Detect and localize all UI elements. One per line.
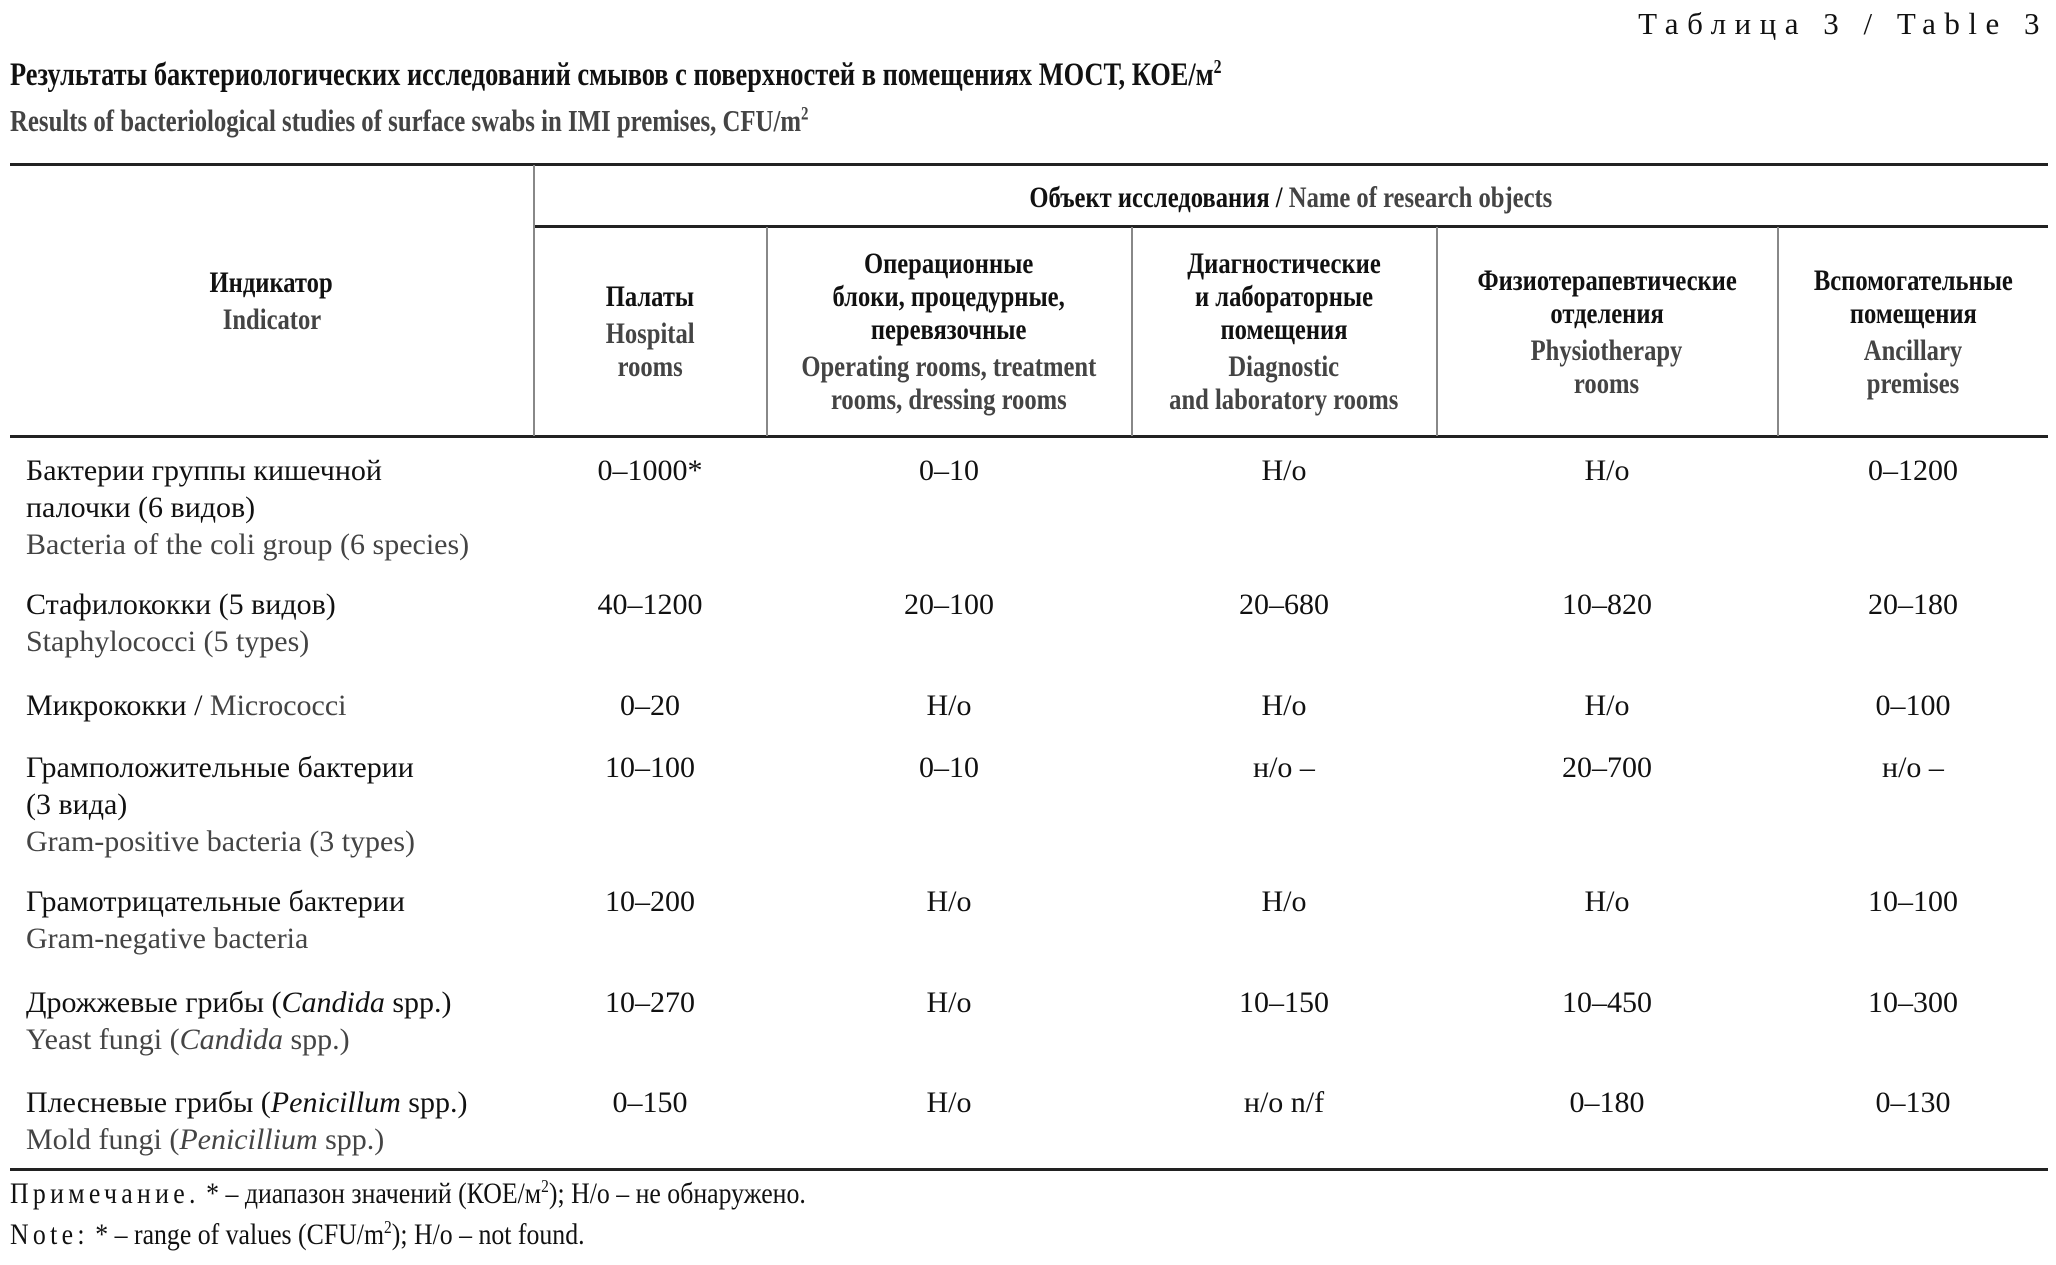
row-label-en: Bacteria of the coli group (6 species): [26, 528, 470, 561]
row-label-ru: Бактерии группы кишечной: [26, 454, 382, 487]
row-label-ru-part: Плесневые грибы (: [26, 1086, 271, 1119]
header-research-objects-text: [1029, 181, 1552, 215]
note-en-text: * – range of values (CFU/m: [88, 1218, 385, 1251]
row-label-en-part: spp.): [282, 1023, 350, 1056]
header-col-en: [606, 317, 695, 383]
header-col-ru-line: помещения: [1849, 296, 1977, 330]
value-cell: 0–100: [1875, 689, 1951, 722]
value-cell: н/о –: [1882, 751, 1944, 784]
value-cell: 10–100: [1868, 885, 1958, 918]
note-ru-text: ); Н/о – не обнаружено.: [548, 1177, 806, 1210]
value-cell: 0–130: [1875, 1086, 1951, 1119]
row-label-en-part: Yeast fungi (: [26, 1023, 180, 1056]
header-indicator: [10, 166, 533, 435]
value-cell: Н/о: [1261, 885, 1307, 918]
header-col-hospital-rooms: [534, 228, 766, 435]
header-col-ru-line: Операционные: [864, 247, 1034, 280]
value-cell: Н/о: [926, 986, 972, 1019]
note-ru: [10, 1177, 806, 1211]
note-en-superscript: 2: [384, 1217, 392, 1237]
value-cell: 10–270: [605, 986, 695, 1019]
header-col-ru-line: блоки, процедурные,: [832, 280, 1066, 313]
header-col-en-line: Diagnostic: [1228, 350, 1340, 383]
title-ru-superscript: 2: [1213, 56, 1222, 78]
value-cell: 10–100: [605, 751, 695, 784]
table-title-en: [10, 103, 808, 139]
header-group-en: Name of research objects: [1288, 181, 1552, 214]
value-cell: 10–200: [605, 885, 695, 918]
value-cell: 10–450: [1562, 986, 1652, 1019]
value-cell: 20–700: [1562, 751, 1652, 784]
value-cell: Н/о: [1584, 689, 1630, 722]
row-indicator-label: [26, 749, 415, 860]
header-col-en-line: Ancillary: [1863, 333, 1963, 367]
header-col-physiotherapy-rooms: [1437, 228, 1777, 435]
header-col-en-line: rooms, dressing rooms: [831, 383, 1067, 416]
row-label-ru: Микрококки: [26, 689, 187, 722]
header-col-operating-rooms: [767, 228, 1131, 435]
header-col-en: [1531, 334, 1683, 400]
row-indicator-label: [26, 452, 469, 563]
header-col-ru-line: Диагностические: [1187, 247, 1381, 280]
row-label-en: [26, 1021, 452, 1058]
title-en-superscript: 2: [801, 103, 809, 125]
row-label-en-part: Mold fungi (: [26, 1123, 180, 1156]
row-label-ru: палочки (6 видов): [26, 491, 256, 524]
header-col-en-line: Hospital: [605, 317, 695, 350]
value-cell: Н/о: [926, 885, 972, 918]
note-en-text: ); Н/о – not found.: [391, 1218, 585, 1251]
note-en-label: Note:: [10, 1218, 89, 1251]
value-cell: 0–20: [620, 689, 680, 722]
value-cell: 10–820: [1562, 588, 1652, 621]
header-col-ru-line: отделения: [1550, 296, 1664, 330]
value-cell: Н/о: [1261, 689, 1307, 722]
row-label-en: Micrococci: [209, 689, 347, 722]
header-col-ru: [1813, 264, 2012, 330]
row-label-en-part: spp.): [317, 1123, 385, 1156]
table-number-label: Таблица 3 / Table 3: [1638, 6, 2048, 41]
note-ru-superscript: 2: [541, 1176, 549, 1196]
header-col-en-line: premises: [1866, 366, 1960, 400]
header-indicator-en: Indicator: [222, 302, 321, 336]
header-col-en-line: rooms: [1574, 366, 1640, 400]
header-col-ru-line: Вспомогательные: [1813, 263, 2013, 297]
title-ru-text: Результаты бактериологических исследований смывов с поверхностей в помещениях МОСТ, КОЕ/м: [10, 57, 1214, 93]
row-indicator-label: [26, 883, 405, 957]
row-label-ru-italic: Candida: [281, 986, 385, 1019]
row-label-ru: Стафилококки (5 видов): [26, 588, 336, 621]
note-ru-label: Примечание.: [10, 1177, 200, 1210]
value-cell: 10–150: [1239, 986, 1329, 1019]
value-cell: 40–1200: [597, 588, 703, 621]
note-ru-text: * – диапазон значений (КОЕ/м: [199, 1177, 542, 1210]
row-indicator-label: [26, 586, 336, 660]
header-col-ru-line: помещения: [1220, 313, 1348, 346]
row-label-en: Gram-positive bacteria (3 types): [26, 825, 416, 858]
table-bottom-rule: [10, 1168, 2048, 1171]
header-research-objects: [533, 170, 2048, 226]
row-label-ru: (3 вида): [26, 788, 128, 821]
header-col-ancillary-premises: [1778, 228, 2048, 435]
header-col-ru: [1477, 264, 1736, 330]
row-label-separator: /: [186, 689, 210, 722]
header-col-ru-line: перевязочные: [871, 313, 1027, 346]
row-label-ru: [26, 984, 452, 1021]
value-cell: Н/о: [1584, 885, 1630, 918]
value-cell: 0–1200: [1868, 454, 1958, 487]
header-group-separator: /: [1269, 181, 1289, 214]
row-label-en: Staphylococci (5 types): [26, 625, 310, 658]
header-indicator-ru: Индикатор: [209, 265, 334, 299]
note-en: [10, 1218, 585, 1252]
header-bottom-rule: [10, 435, 2048, 438]
header-col-diagnostic-rooms: [1132, 228, 1436, 435]
header-col-ru: [833, 247, 1065, 346]
row-label-ru-italic: Penicillum: [270, 1086, 401, 1119]
table-title-ru: [10, 57, 1222, 94]
header-col-ru-line: Физиотерапевтические: [1477, 263, 1737, 297]
value-cell: 0–10: [919, 454, 979, 487]
row-indicator-label: [26, 687, 347, 724]
header-col-en-line: Operating rooms, treatment: [801, 350, 1097, 383]
row-label-ru-part: Дрожжевые грибы (: [26, 986, 282, 1019]
value-cell: Н/о: [926, 1086, 972, 1119]
value-cell: н/о –: [1253, 751, 1315, 784]
value-cell: Н/о: [1584, 454, 1630, 487]
header-col-ru-line: и лабораторные: [1194, 280, 1374, 313]
value-cell: 10–300: [1868, 986, 1958, 1019]
header-col-ru: [1187, 247, 1381, 346]
header-col-en: [1864, 334, 1962, 400]
value-cell: н/о n/f: [1243, 1086, 1325, 1119]
value-cell: 0–10: [919, 751, 979, 784]
row-label-en-italic: Candida: [179, 1023, 283, 1056]
header-col-en-line: rooms: [617, 350, 683, 383]
header-col-en: [802, 350, 1097, 416]
value-cell: 0–180: [1569, 1086, 1645, 1119]
title-en-text: Results of bacteriological studies of surface swabs in IMI premises, CFU/m: [10, 103, 802, 138]
header-col-ru-line: Палаты: [605, 280, 695, 313]
row-indicator-label: [26, 1084, 467, 1158]
value-cell: Н/о: [1261, 454, 1307, 487]
header-col-en-line: and laboratory rooms: [1169, 383, 1399, 416]
row-label-en-italic: Penicillium: [179, 1123, 318, 1156]
row-label-en: Gram-negative bacteria: [26, 922, 309, 955]
row-label-ru: Грамположительные бактерии: [26, 751, 414, 784]
row-label-ru-part: spp.): [384, 986, 452, 1019]
header-group-ru: Объект исследования: [1029, 181, 1270, 214]
row-label-ru: [26, 1084, 467, 1121]
row-indicator-label: [26, 984, 452, 1058]
value-cell: 0–1000*: [597, 454, 703, 487]
value-cell: Н/о: [926, 689, 972, 722]
row-label-ru-part: spp.): [400, 1086, 468, 1119]
value-cell: 0–150: [612, 1086, 688, 1119]
value-cell: 20–180: [1868, 588, 1958, 621]
header-col-en: [1169, 350, 1398, 416]
header-col-ru: [606, 280, 694, 313]
value-cell: 20–100: [904, 588, 994, 621]
row-label-ru: Грамотрицательные бактерии: [26, 885, 405, 918]
value-cell: 20–680: [1239, 588, 1329, 621]
header-col-en-line: Physiotherapy: [1531, 333, 1683, 367]
row-label-en: [26, 1121, 467, 1158]
